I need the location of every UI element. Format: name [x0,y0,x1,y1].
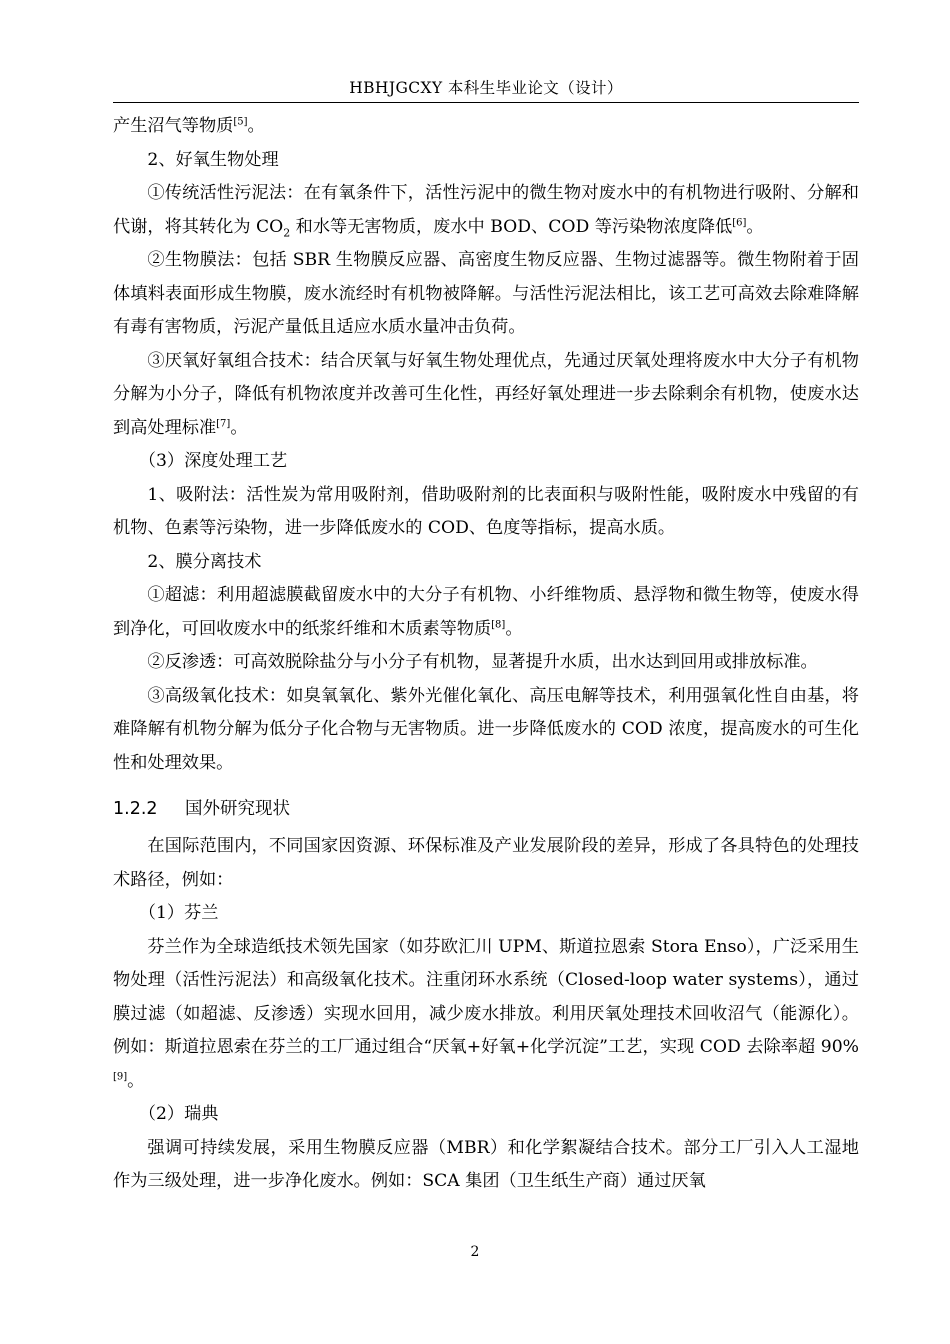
subheading: （2）瑞典 [138,1104,219,1124]
paragraph: ①传统活性污泥法：在有氧条件下，活性污泥中的微生物对废水中的有机物进行吸附、分解和代谢，将其转化为 $CO_2$ 和水等无害物质，废水中 BOD、COD 等污染物浓度降低[6]。 [113,183,859,239]
paragraph: ②反渗透：可高效脱除盐分与小分子有机物，显著提升水质，出水达到回用或排放标准。 [147,652,818,672]
citation: [9] [113,1070,128,1082]
subheading: （1）芬兰 [138,903,219,923]
paragraph: 1、吸附法：活性炭为常用吸附剂，借助吸附剂的比表面积与吸附性能，吸附废水中残留的有机物、色素等污染物，进一步降低废水的 COD、色度等指标，提高水质。 [113,484,859,538]
citation: [6] [732,216,747,228]
subheading: 2、好氧生物处理 [147,149,279,170]
page-number: 2 [470,1244,480,1260]
citation: [5] [233,116,248,128]
body-text [113,110,859,1199]
section-heading [113,792,859,826]
paragraph: 芬兰作为全球造纸技术领先国家（如芬欧汇川 UPM、斯道拉恩索 Stora Enso），广泛采用生物处理（活性污泥法）和高级氧化技术。注重闭环水系统（Closed-loop water systems），通过膜过滤（如超滤、反渗透）实现水回用，减少废水排放。利用厌氧处理技术回收沼气（能源化）。例如：斯道拉恩索在芬兰的工厂通过组合“厌氧+好氧+化学沉淀”工艺，实现 COD 去除率超 90%[9]。 [113,936,859,1091]
paragraph: ③高级氧化技术：如臭氧氧化、紫外光催化氧化、高压电解等技术，利用强氧化性自由基，将难降解有机物分解为低分子化合物与无害物质。进一步降低废水的 COD 浓度，提高废水的可生化性和处理效果。 [113,685,859,773]
paragraph: 在国际范围内，不同国家因资源、环保标准及产业发展阶段的差异，形成了各具特色的处理技术路径，例如： [113,836,859,890]
subheading: （3）深度处理工艺 [138,451,288,471]
citation: [8] [491,618,506,630]
paragraph: 强调可持续发展，采用生物膜反应器（MBR）和化学絮凝结合技术。部分工厂引入人工湿地作为三级处理，进一步净化废水。例如：SCA 集团（卫生纸生产商）通过厌氧 [113,1137,859,1191]
paragraph: ①超滤：利用超滤膜截留废水中的大分子有机物、小纤维物质、悬浮物和微生物等，使废水得到净化，可回收废水中的纸浆纤维和木质素等物质[8]。 [113,585,859,639]
subheading: 2、膜分离技术 [147,551,262,572]
citation: [7] [216,417,231,429]
section-number: 1.2.2 [113,799,158,819]
paragraph: ②生物膜法：包括 SBR 生物膜反应器、高密度生物反应器、生物过滤器等。微生物附着于固体填料表面形成生物膜，废水流经时有机物被降解。与活性污泥法相比，该工艺可高效去除难降解有毒有害物质，污泥产量低且适应水质水量冲击负荷。 [113,250,859,337]
section-title: 国外研究现状 [185,799,290,819]
paragraph: 产生沼气等物质[5]。 [113,116,265,136]
running-header: HBHJGCXY 本科生毕业论文（设计） [113,76,859,103]
paragraph: ③厌氧好氧组合技术：结合厌氧与好氧生物处理优点，先通过厌氧处理将废水中大分子有机物分解为小分子，降低有机物浓度并改善可生化性，再经好氧处理进一步去除剩余有机物，使废水达到高处理标准[7]。 [113,350,859,438]
